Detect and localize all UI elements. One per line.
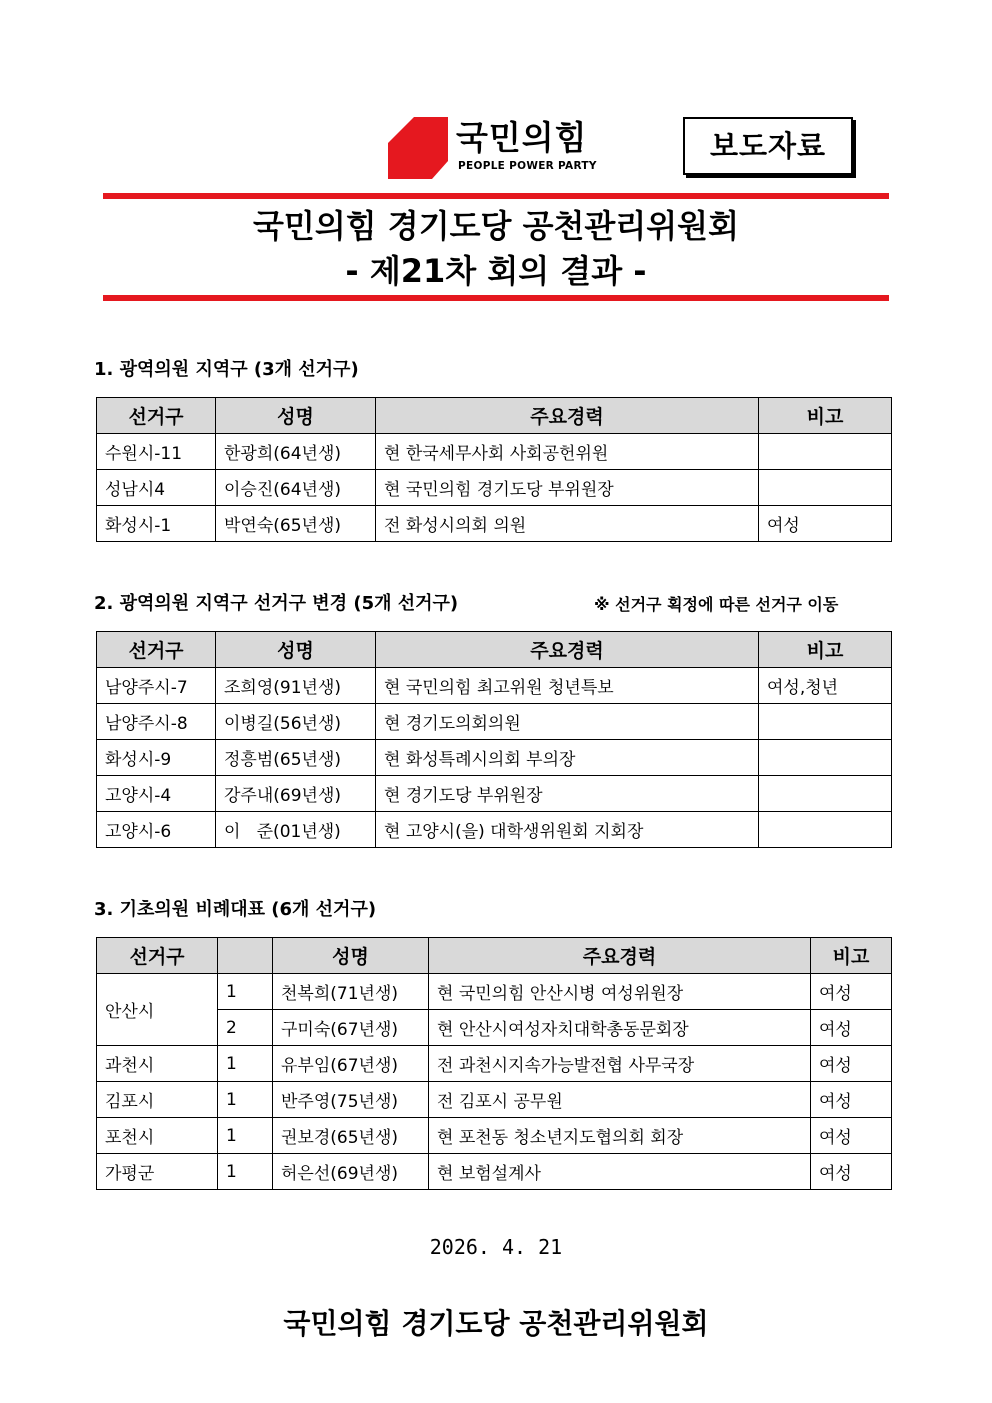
cell-name: 허은선(69년생) [273,1154,429,1190]
cell-career: 현 보험설계사 [429,1154,811,1190]
col-header-note: 비고 [811,938,892,974]
cell-note [759,740,892,776]
table-row [97,1118,892,1154]
cell-rank: 1 [218,1154,273,1190]
cell-district: 가평군 [97,1154,218,1190]
cell-career: 전 과천시지속가능발전협 사무국장 [429,1046,811,1082]
cell-note: 여성 [811,1082,892,1118]
title-top-rule [103,193,889,199]
table-row [97,1082,892,1118]
cell-district: 수원시-11 [97,434,216,470]
col-header-name: 성명 [216,398,376,434]
cell-career: 전 화성시의회 의원 [376,506,759,542]
table-row [97,668,892,704]
cell-note: 여성 [811,974,892,1010]
cell-district: 화성시-9 [97,740,216,776]
release-date: 2026. 4. 21 [429,1235,563,1259]
col-header-note: 비고 [759,632,892,668]
cell-note: 여성 [811,1118,892,1154]
table-row [97,704,892,740]
table-row [97,506,892,542]
col-header-career: 주요경력 [376,398,759,434]
cell-note: 여성 [811,1010,892,1046]
cell-name: 유부임(67년생) [273,1046,429,1082]
cell-name: 정흥범(65년생) [216,740,376,776]
cell-rank: 1 [218,1046,273,1082]
col-header-career: 주요경력 [429,938,811,974]
cell-note [759,812,892,848]
cell-rank: 1 [218,974,273,1010]
cell-note: 여성,청년 [759,668,892,704]
cell-name: 강주내(69년생) [216,776,376,812]
issuer-signature: 국민의힘 경기도당 공천관리위원회 [283,1307,709,1340]
table-row [97,740,892,776]
section2-heading: 2. 광역의원 지역구 선거구 변경 (5개 선거구) [94,593,459,614]
logo-name: 국민의힘 [456,118,588,157]
cell-name: 이승진(64년생) [216,470,376,506]
table-row [97,1046,892,1082]
col-header-district: 선거구 [97,398,216,434]
col-header-rank [218,938,273,974]
cell-district: 남양주시-8 [97,704,216,740]
section1-heading: 1. 광역의원 지역구 (3개 선거구) [94,359,359,380]
cell-district: 고양시-6 [97,812,216,848]
table-row [97,470,892,506]
press-release-badge: 보도자료 [683,117,853,175]
col-header-note: 비고 [759,398,892,434]
section3-heading: 3. 기초의원 비례대표 (6개 선거구) [94,899,377,920]
cell-career: 현 안산시여성자치대학총동문회장 [429,1010,811,1046]
cell-name: 조희영(91년생) [216,668,376,704]
cell-name: 이 준(01년생) [216,812,376,848]
cell-note [759,704,892,740]
cell-note [759,470,892,506]
table-header-row [97,938,892,974]
party-logo [388,117,598,179]
cell-district: 포천시 [97,1118,218,1154]
cell-name: 이병길(56년생) [216,704,376,740]
section3-table [96,937,892,1190]
table-row [97,812,892,848]
cell-district: 김포시 [97,1082,218,1118]
cell-rank: 1 [218,1118,273,1154]
cell-note: 여성 [811,1046,892,1082]
cell-note: 여성 [811,1154,892,1190]
cell-note [759,776,892,812]
cell-career: 현 경기도의회의원 [376,704,759,740]
cell-career: 현 국민의힘 경기도당 부위원장 [376,470,759,506]
col-header-district: 선거구 [97,938,218,974]
table-row [97,974,892,1010]
cell-district: 성남시4 [97,470,216,506]
cell-career: 현 경기도당 부위원장 [376,776,759,812]
cell-name: 한광희(64년생) [216,434,376,470]
cell-career: 전 김포시 공무원 [429,1082,811,1118]
cell-name: 반주영(75년생) [273,1082,429,1118]
cell-note: 여성 [759,506,892,542]
col-header-name: 성명 [273,938,429,974]
table-header-row [97,632,892,668]
col-header-district: 선거구 [97,632,216,668]
table-row [97,776,892,812]
cell-district: 과천시 [97,1046,218,1082]
logo-subtitle: PEOPLE POWER PARTY [458,160,597,172]
cell-name: 권보경(65년생) [273,1118,429,1154]
cell-name: 천복희(71년생) [273,974,429,1010]
cell-career: 현 화성특례시의회 부의장 [376,740,759,776]
cell-career: 현 포천동 청소년지도협의회 회장 [429,1118,811,1154]
cell-career: 현 고양시(을) 대학생위원회 지회장 [376,812,759,848]
section2-table [96,631,892,848]
table-row [97,1154,892,1190]
cell-career: 현 국민의힘 안산시병 여성위원장 [429,974,811,1010]
cell-district: 남양주시-7 [97,668,216,704]
table-row [97,434,892,470]
title-bottom-rule [103,295,889,301]
cell-note [759,434,892,470]
cell-name: 구미숙(67년생) [273,1010,429,1046]
page-title: 국민의힘 경기도당 공천관리위원회 [253,207,739,245]
col-header-name: 성명 [216,632,376,668]
cell-district: 화성시-1 [97,506,216,542]
table-header-row [97,398,892,434]
col-header-career: 주요경력 [376,632,759,668]
cell-rank: 1 [218,1082,273,1118]
cell-district: 고양시-4 [97,776,216,812]
cell-district: 안산시 [97,974,218,1046]
section2-note: ※ 선거구 획정에 따른 선거구 이동 [594,595,839,614]
cell-career: 현 국민의힘 최고위원 청년특보 [376,668,759,704]
cell-name: 박연숙(65년생) [216,506,376,542]
cell-rank: 2 [218,1010,273,1046]
red-parallelogram-logo-icon [388,117,448,179]
cell-career: 현 한국세무사회 사회공헌위원 [376,434,759,470]
page-subtitle: - 제21차 회의 결과 - [345,252,647,290]
section1-table [96,397,892,542]
